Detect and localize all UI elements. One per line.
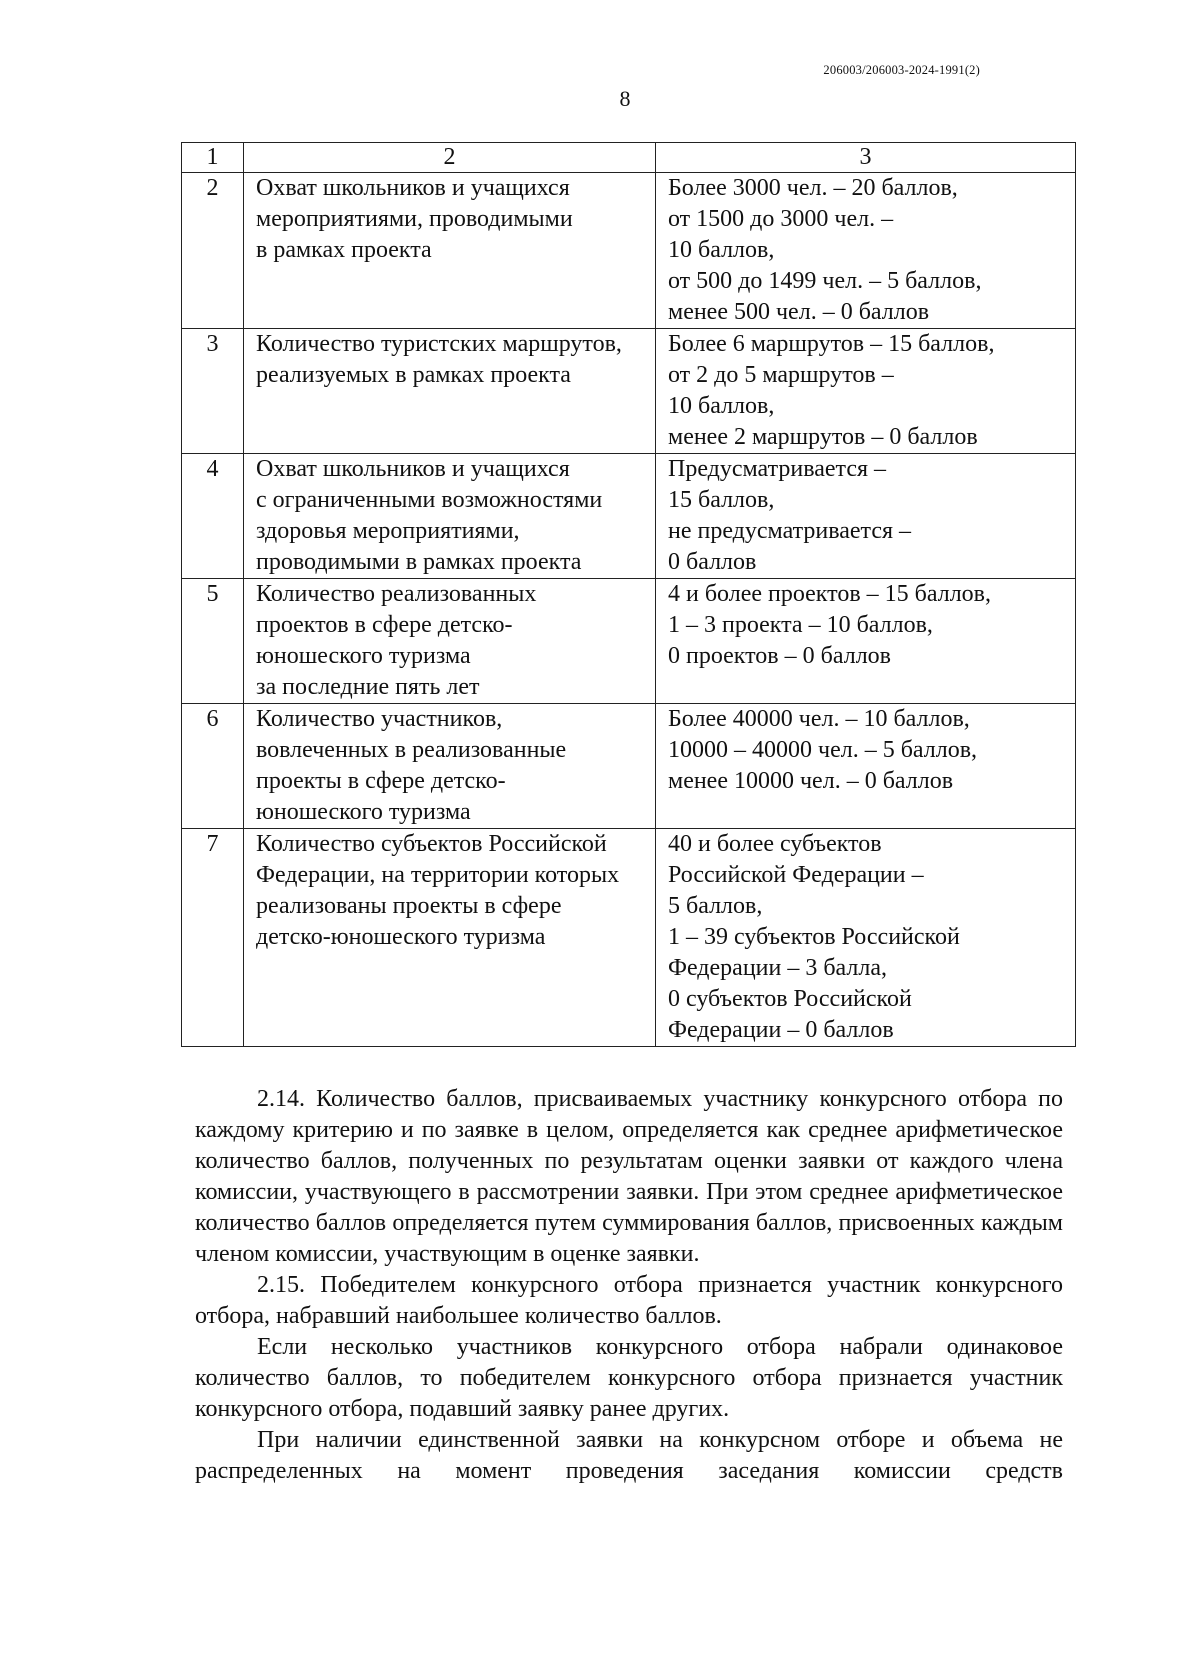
paragraph-equal-scores: Если несколько участников конкурсного отбора набрали одинаковое количество баллов, то победителем конкурсного отбора признается участник конкурсного отбора, подавший заявку ранее других. (195, 1334, 1063, 1422)
score-line: менее 500 чел. – 0 баллов (668, 299, 930, 325)
criterion-line: проводимыми в рамках проекта (256, 549, 582, 575)
column-header: 3 (656, 143, 1076, 173)
row-number: 5 (182, 579, 244, 704)
table-row (182, 579, 1076, 704)
score-line: от 500 до 1499 чел. – 5 баллов, (668, 268, 982, 294)
paragraph-2-15: 2.15. Победителем конкурсного отбора признается участник конкурсного отбора, набравший наибольшее количество баллов. (195, 1272, 1063, 1329)
criterion-line: детско-юношеского туризма (256, 924, 546, 950)
score-line: Более 6 маршрутов – 15 баллов, (668, 331, 995, 357)
body-text (195, 1084, 1063, 1487)
score-line: Федерации – 3 балла, (668, 955, 888, 981)
score-line: 15 баллов, (668, 487, 775, 513)
score-line: Федерации – 0 баллов (668, 1017, 894, 1043)
table-row (182, 329, 1076, 454)
criterion-line: Количество реализованных (256, 581, 537, 607)
column-header: 1 (182, 143, 244, 173)
score-line: 1 – 3 проекта – 10 баллов, (668, 612, 933, 638)
score-line: 5 баллов, (668, 893, 763, 919)
score-line: от 1500 до 3000 чел. – (668, 206, 894, 232)
table-row (182, 173, 1076, 329)
score-line: 40 и более субъектов (668, 831, 882, 857)
criterion-line: здоровья мероприятиями, (256, 518, 520, 544)
criterion-line: вовлеченных в реализованные (256, 737, 567, 763)
criterion-line: Количество субъектов Российской (256, 831, 607, 857)
criterion-line: Охват школьников и учащихся (256, 175, 570, 201)
criterion-line: реализуемых в рамках проекта (256, 362, 571, 388)
criterion-cell (244, 454, 656, 579)
criteria-table (181, 142, 1076, 1047)
criterion-cell (244, 704, 656, 829)
score-line: 0 субъектов Российской (668, 986, 912, 1012)
row-number: 2 (182, 173, 244, 329)
criterion-line: юношеского туризма (256, 643, 471, 669)
row-number: 3 (182, 329, 244, 454)
scores-cell (656, 173, 1076, 329)
score-line: менее 2 маршрутов – 0 баллов (668, 424, 978, 450)
criterion-line: Количество участников, (256, 706, 503, 732)
document-id: 206003/206003-2024-1991(2) (823, 63, 980, 77)
score-line: 1 – 39 субъектов Российской (668, 924, 960, 950)
criterion-cell (244, 173, 656, 329)
column-header: 2 (244, 143, 656, 173)
row-number: 4 (182, 454, 244, 579)
page-number: 8 (619, 86, 631, 111)
criterion-cell (244, 329, 656, 454)
paragraph-2-14: 2.14. Количество баллов, присваиваемых участнику конкурсного отбора по каждому критерию и по заявке в целом, определяется как среднее арифметическое количество баллов, полученных по результатам оценки заявки от каждого члена комиссии, участвующего в рассмотрении заявки. При этом среднее арифметическое количество баллов определяется путем суммирования баллов, присвоенных каждым членом комиссии, участвующим в оценке заявки. (195, 1086, 1063, 1267)
paragraph-single-application: При наличии единственной заявки на конкурсном отборе и объема не распределенных на момент проведения заседания комиссии средств (195, 1427, 1063, 1484)
criterion-line: мероприятиями, проводимыми (256, 206, 573, 232)
scores-cell (656, 829, 1076, 1047)
criterion-line: юношеского туризма (256, 799, 471, 825)
score-line: Более 40000 чел. – 10 баллов, (668, 706, 970, 732)
scores-cell (656, 454, 1076, 579)
table-row (182, 454, 1076, 579)
table-header-row (182, 143, 1076, 173)
table-row (182, 829, 1076, 1047)
table-row (182, 704, 1076, 829)
row-number: 7 (182, 829, 244, 1047)
criterion-line: Федерации, на территории которых (256, 862, 620, 888)
criterion-line: реализованы проекты в сфере (256, 893, 562, 919)
score-line: 4 и более проектов – 15 баллов, (668, 581, 992, 607)
criterion-line: Количество туристских маршрутов, (256, 331, 622, 357)
score-line: 0 проектов – 0 баллов (668, 643, 891, 669)
criterion-line: Охват школьников и учащихся (256, 456, 570, 482)
score-line: менее 10000 чел. – 0 баллов (668, 768, 954, 794)
criterion-line: с ограниченными возможностями (256, 487, 603, 513)
score-line: 0 баллов (668, 549, 757, 575)
criterion-cell (244, 829, 656, 1047)
row-number: 6 (182, 704, 244, 829)
score-line: 10 баллов, (668, 393, 775, 419)
criterion-cell (244, 579, 656, 704)
scores-cell (656, 329, 1076, 454)
criterion-line: за последние пять лет (256, 674, 480, 700)
scores-cell (656, 579, 1076, 704)
score-line: Предусматривается – (668, 456, 887, 482)
scores-cell (656, 704, 1076, 829)
criterion-line: проектов в сфере детско- (256, 612, 513, 638)
score-line: 10000 – 40000 чел. – 5 баллов, (668, 737, 978, 763)
score-line: от 2 до 5 маршрутов – (668, 362, 894, 388)
criterion-line: в рамках проекта (256, 237, 432, 263)
score-line: не предусматривается – (668, 518, 912, 544)
score-line: 10 баллов, (668, 237, 775, 263)
criterion-line: проекты в сфере детско- (256, 768, 506, 794)
score-line: Российской Федерации – (668, 862, 924, 888)
score-line: Более 3000 чел. – 20 баллов, (668, 175, 958, 201)
